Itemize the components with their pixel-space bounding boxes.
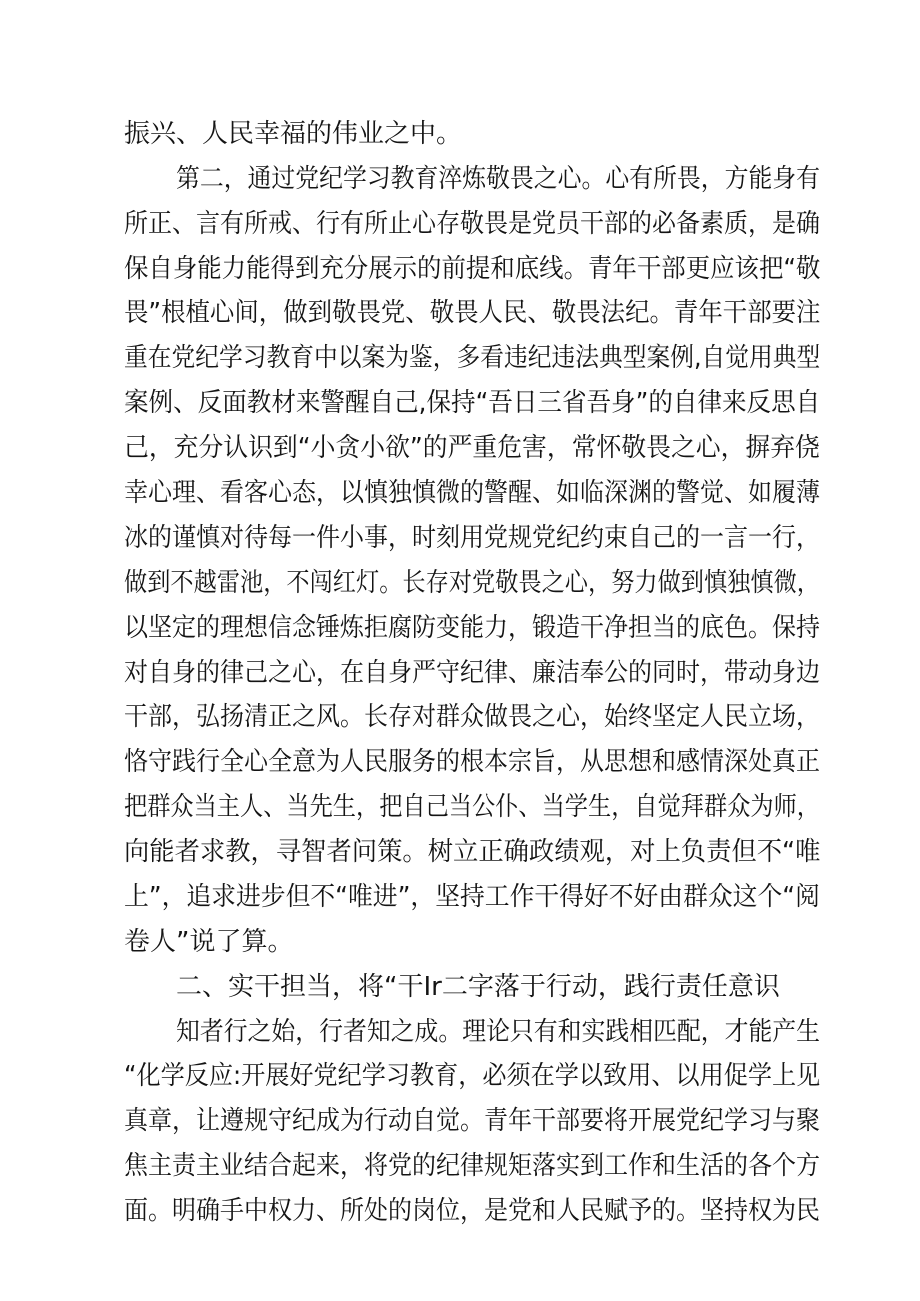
text-line: 对自身的律己之心，在自身严守纪律、廉洁奉公的同时，带动身边 — [124, 658, 821, 688]
text-line: 把群众当主人、当先生，把自己当公仆、当学生，自觉拜群众为师， — [124, 792, 821, 822]
text-line: 己，充分认识到“小贪小欲”的严重危害，常怀敬畏之心，摒弃侥 — [124, 433, 820, 463]
text-line: 案例、反面教材来警醒自己,保持“吾日三省吾身”的自律来反思自 — [124, 388, 821, 418]
text-line: 重在党纪学习教育中以案为鉴，多看违纪违法典型案例,自觉用典型 — [124, 343, 821, 373]
paragraph-first-line: 知者行之始，行者知之成。理论只有和实践相匹配，才能产生 — [176, 1017, 821, 1047]
text-line: 恪守践行全心全意为人民服务的根本宗旨，从思想和感情深处真正 — [124, 747, 821, 777]
text-line: 做到不越雷池，不闯红灯。长存对党敬畏之心，努力做到慎独慎微， — [124, 568, 821, 598]
text-line: 卷人”说了算。 — [124, 927, 294, 957]
paragraph-first-line: 第二，通过党纪学习教育淬炼敬畏之心。心有所畏，方能身有 — [176, 164, 821, 194]
text-line: 冰的谨慎对待每一件小事，时刻用党规党纪约束自己的一言一行， — [124, 523, 821, 553]
text-line: 向能者求教，寻智者问策。树立正确政绩观，对上负责但不“唯 — [124, 837, 821, 867]
text-line: 畏”根植心间，做到敬畏党、敬畏人民、敬畏法纪。青年干部要注 — [124, 298, 821, 328]
section-heading: 二、实干担当，将“干Ir二字落于行动，践行责任意识 — [176, 972, 780, 1002]
text-line: “化学反应:开展好党纪学习教育，必须在学以致用、以用促学上见 — [124, 1061, 821, 1091]
text-line: 所正、言有所戒、行有所止心存敬畏是党员干部的必备素质，是确 — [124, 209, 821, 239]
text-line: 以坚定的理想信念锤炼拒腐防变能力，锻造干净担当的底色。保持 — [124, 613, 821, 643]
text-line: 振兴、人民幸福的伟业之中。 — [124, 119, 463, 149]
text-line: 焦主责主业结合起来，将党的纪律规矩落实到工作和生活的各个方 — [124, 1151, 821, 1181]
text-line: 保自身能力能得到充分展示的前提和底线。青年干部更应该把“敬 — [124, 254, 821, 284]
text-line: 上”，追求进步但不“唯进”，坚持工作干得好不好由群众这个“阅 — [124, 882, 820, 912]
text-line: 幸心理、看客心态，以慎独慎微的警醒、如临深渊的警觉、如履薄 — [124, 478, 821, 508]
text-line: 面。明确手中权力、所处的岗位，是党和人民赋予的。坚持权为民 — [124, 1196, 821, 1226]
text-line: 干部，弘扬清正之风。长存对群众做畏之心，始终坚定人民立场， — [124, 702, 821, 732]
text-line: 真章，让遵规守纪成为行动自觉。青年干部要将开展党纪学习与聚 — [124, 1106, 821, 1136]
